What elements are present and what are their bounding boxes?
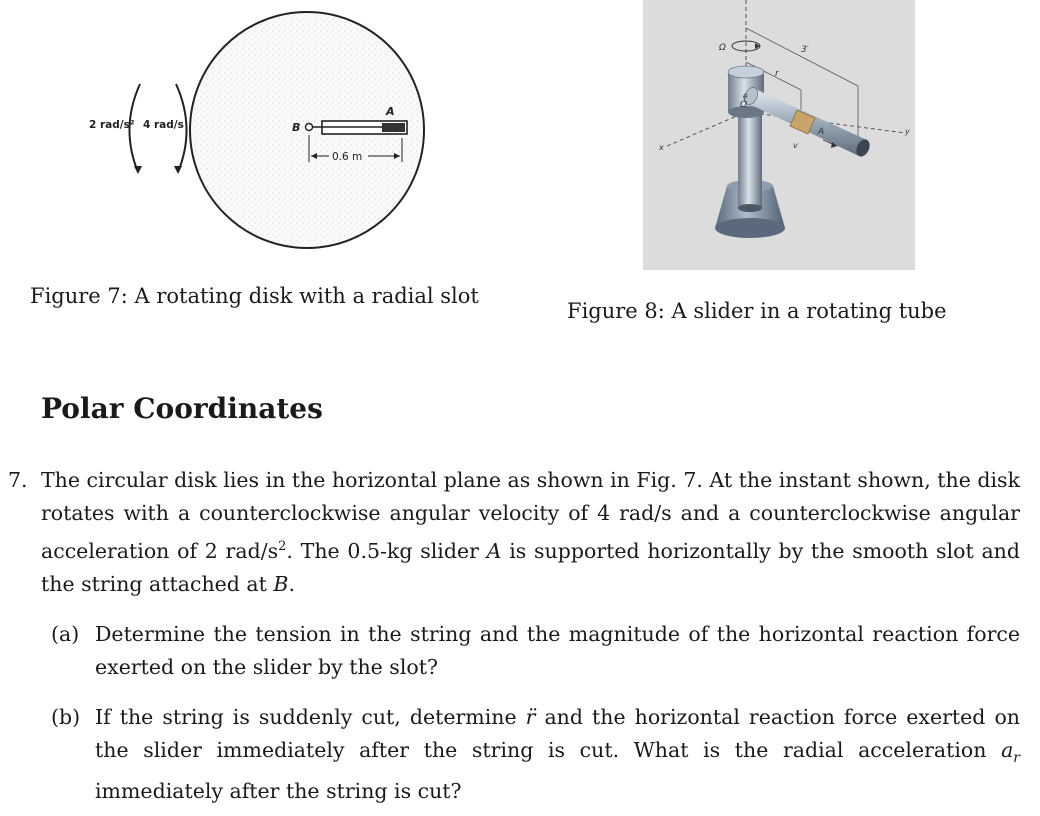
omega-label: Ω: [719, 43, 726, 53]
part-b: [51, 701, 1020, 808]
problem-text-2: . The 0.5-kg slider: [286, 538, 487, 563]
length-label: 3′: [801, 45, 809, 55]
figure-8-rotating-tube: [643, 0, 915, 270]
part-b-text-2: and the horizontal reaction force exerted on the slider immediately after the string is cut. What is the radial acceleration: [95, 704, 1020, 762]
y-axis-label: y: [905, 127, 910, 136]
problem-text-4: .: [288, 571, 296, 596]
figure-7-caption: Figure 7: A rotating disk with a radial slot: [30, 284, 479, 308]
alpha-label: 2 rad/s²: [89, 119, 135, 131]
figure-8-caption: Figure 8: A slider in a rotating tube: [567, 299, 947, 323]
slider-a: [382, 123, 405, 132]
r-label: r: [775, 69, 779, 79]
point-a-label: A: [818, 127, 825, 137]
dimension-label: 0.6 m: [332, 151, 363, 163]
velocity-label: v: [793, 141, 798, 150]
problem-text-3: is supported horizontally by the smooth slot and the string attached at: [41, 538, 1020, 596]
omega-label: 4 rad/s: [143, 119, 184, 131]
problem-body: [41, 464, 1020, 601]
problem-superscript: 2: [278, 539, 287, 554]
problem-var-b: B: [273, 571, 289, 596]
part-b-a-r-sub: r: [1013, 749, 1020, 766]
section-heading: Polar Coordinates: [41, 392, 323, 425]
figure-7-rotating-disk: [80, 0, 500, 265]
problem-text-1: The circular disk lies in the horizontal plane as shown in Fig. 7. At the instant shown, the disk rotates with a counterclockwise angular velocity of 4 rad/s and a counterclockwise angular acceleration of 2 rad/s: [41, 468, 1020, 563]
pin-b: [306, 124, 313, 131]
point-b-label: B: [292, 121, 301, 134]
part-a-label: (a): [51, 621, 80, 646]
problem-var-a: A: [486, 538, 502, 563]
part-b-text-1: If the string is suddenly cut, determine: [95, 704, 526, 729]
problem-number: 7.: [8, 468, 28, 492]
part-a-text: Determine the tension in the string and the magnitude of the horizontal reaction force exerted on the slider by the slot?: [95, 621, 1020, 679]
point-a-label: A: [386, 105, 395, 118]
problem-statement: [8, 464, 1020, 601]
part-b-a-r: a: [1001, 737, 1014, 762]
figure-8-diagram: [643, 0, 915, 270]
x-axis-label: x: [659, 143, 664, 152]
part-b-r-ddot: r̈: [525, 704, 536, 729]
part-b-label: (b): [51, 704, 81, 729]
part-b-text: [95, 701, 1020, 808]
part-a: [51, 618, 1020, 684]
figure-7-diagram: [80, 0, 500, 265]
vertical-post: [738, 112, 762, 208]
theta-label: θ: [743, 93, 748, 101]
part-b-text-3: immediately after the string is cut?: [95, 778, 462, 803]
problem-7: [8, 464, 1020, 808]
origin-label: O: [740, 100, 748, 110]
